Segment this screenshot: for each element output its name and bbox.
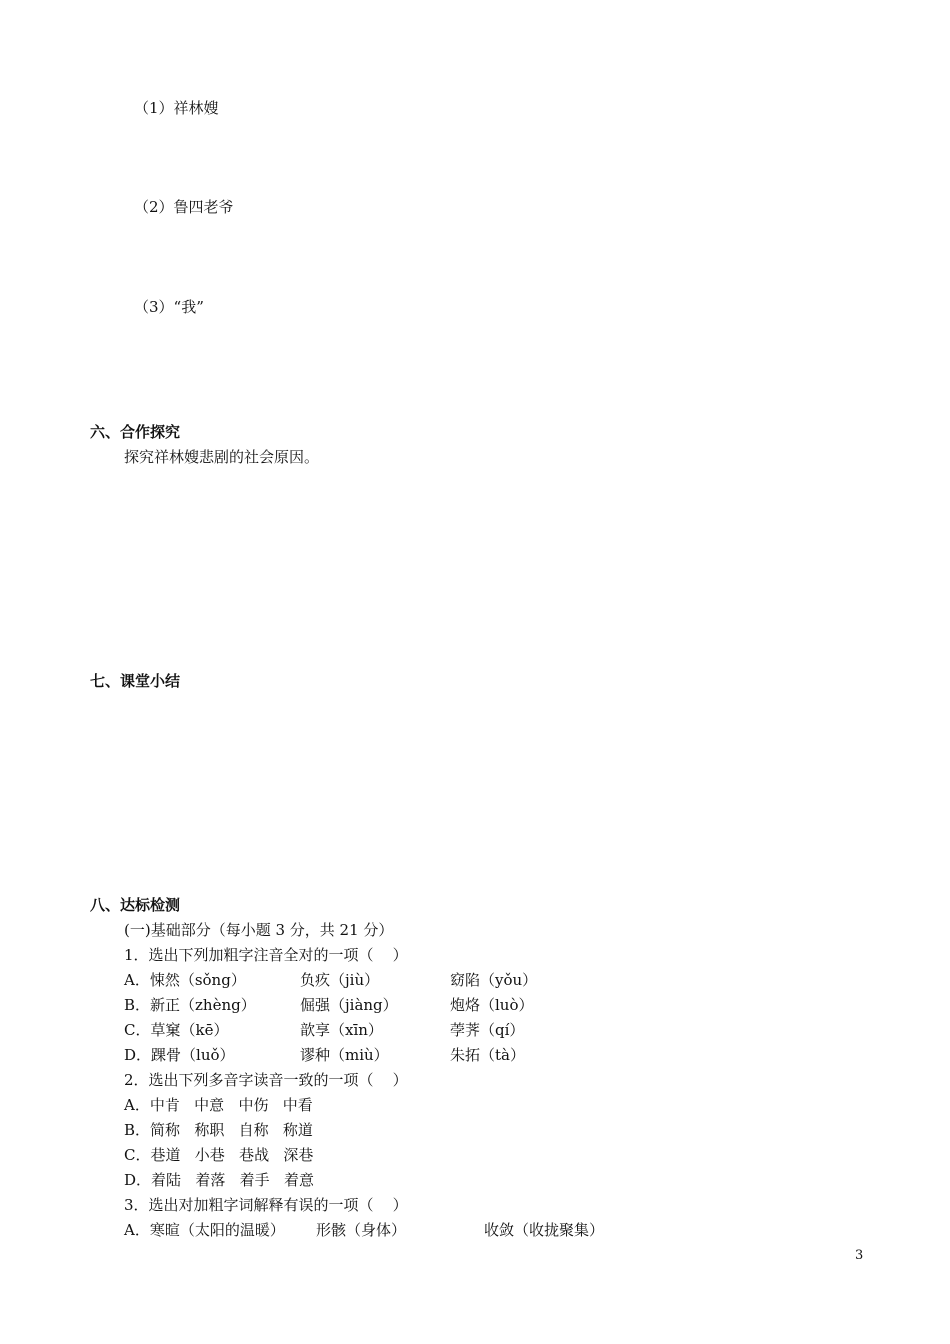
basic-part-subheading: (一)基础部分（每小题 3 分，共 21 分）: [124, 921, 394, 939]
q1-option-a-col3: 窈陷（yǒu）: [450, 971, 538, 989]
q2-option-a: A．中肯 中意 中伤 中看: [124, 1096, 313, 1114]
q2-option-c: C．巷道 小巷 巷战 深巷: [124, 1146, 314, 1164]
q2-option-b: B．简称 称职 自称 称道: [124, 1121, 313, 1139]
question-2-stem: 2．选出下列多音字读音一致的一项（ ）: [124, 1071, 408, 1089]
section-6-prompt: 探究祥林嫂悲剧的社会原因。: [124, 448, 320, 466]
q1-option-d-col1: D．踝骨（luǒ）: [124, 1046, 235, 1064]
page-number: 3: [855, 1248, 864, 1263]
q1-option-d-col3: 朱拓（tà）: [450, 1046, 525, 1064]
item-3-wo: （3）“我”: [134, 298, 204, 316]
q1-option-b-col1: B．新正（zhèng）: [124, 996, 256, 1014]
q1-option-c-col2: 歆享（xīn）: [300, 1021, 383, 1039]
q1-option-a-col2: 负疚（jiù）: [300, 971, 380, 989]
section-6-heading: 六、合作探究: [90, 423, 181, 441]
q1-option-c-col1: C．草窠（kē）: [124, 1021, 229, 1039]
item-1-xianglinsao: （1）祥林嫂: [134, 99, 219, 117]
q3-option-a-col3: 收敛（收拢聚集）: [484, 1221, 605, 1239]
q1-option-d-col2: 谬种（miù）: [300, 1046, 389, 1064]
q3-option-a-col2: 形骸（身体）: [316, 1221, 407, 1239]
question-1-stem: 1．选出下列加粗字注音全对的一项（ ）: [124, 946, 408, 964]
q1-option-c-col3: 荸荠（qí）: [450, 1021, 525, 1039]
q1-option-b-col3: 炮烙（luò）: [450, 996, 534, 1014]
item-2-lusilaoye: （2）鲁四老爷: [134, 198, 234, 216]
q3-option-a-col1: A．寒暄（太阳的温暖）: [124, 1221, 285, 1239]
question-3-stem: 3．选出对加粗字词解释有误的一项（ ）: [124, 1196, 408, 1214]
q1-option-a-col1: A．悚然（sǒng）: [124, 971, 246, 989]
q1-option-b-col2: 倔强（jiàng）: [300, 996, 398, 1014]
q2-option-d: D．着陆 着落 着手 着意: [124, 1171, 314, 1189]
section-7-heading: 七、课堂小结: [90, 672, 181, 690]
section-8-heading: 八、达标检测: [90, 896, 181, 914]
